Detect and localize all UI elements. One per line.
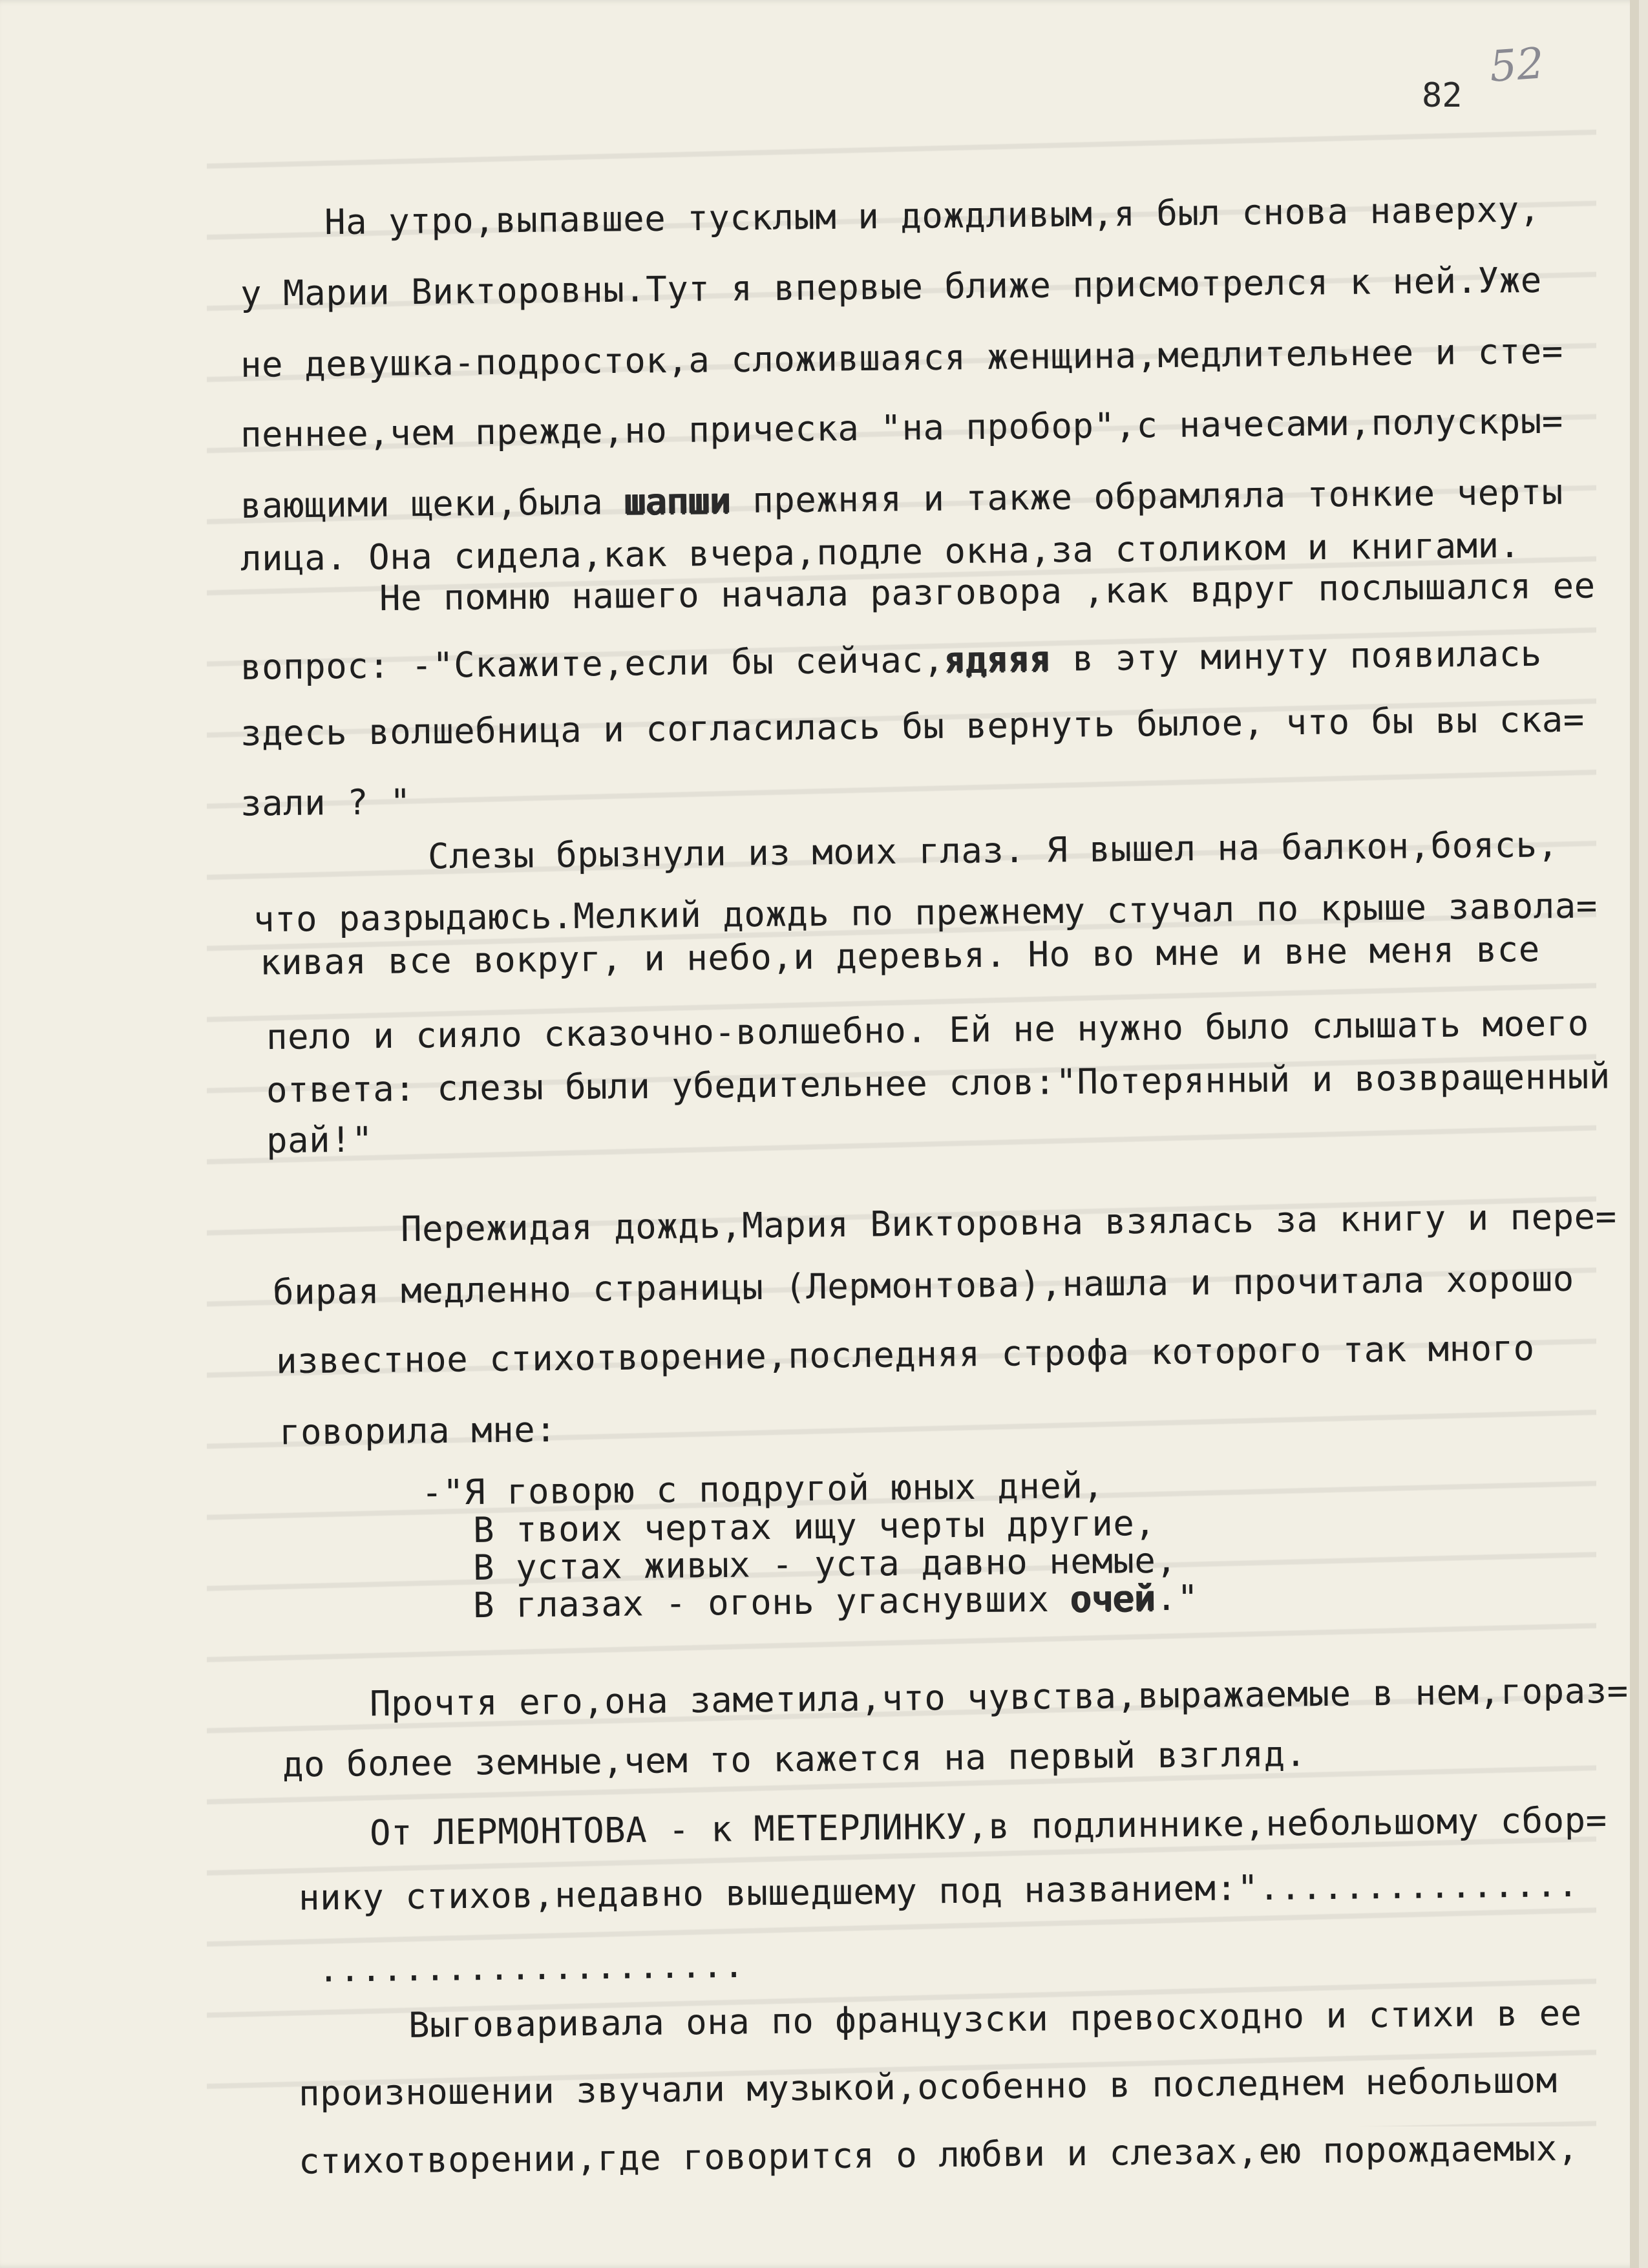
text-line: бирая медленно страницы (Лермонтова),нашла и прочитала хорошо — [272, 1258, 1574, 1313]
text-line: произношении звучали музыкой,особенно в последнем небольшом — [298, 2060, 1558, 2114]
text-line: известное стихотворение,последняя строфа которого так много — [275, 1328, 1535, 1382]
text-line: От ЛЕРМОНТОВА - к МЕТЕРЛИНКУ,в подлиннике,небольшому сбор= — [369, 1799, 1607, 1854]
text-line: Слезы брызнули из моих глаз. Я вышел на балкон,боясь, — [427, 824, 1559, 877]
text-line: пело и сияло сказочно-волшебно. Ей не нужно было слышать моего — [266, 1002, 1589, 1058]
text-line: ответа: слезы были убедительнее слов:"Потерянный и возвращенный — [266, 1055, 1611, 1111]
text-line: рай!" — [266, 1119, 374, 1161]
text-line: до более земные,чем то кажется на первый взгляд. — [282, 1733, 1307, 1785]
text-line: у Марии Викторовны.Тут я впервые ближе присмотрелся к ней.Уже — [240, 259, 1542, 314]
poem-line: В глазах - огонь угаснувших очей." — [472, 1577, 1199, 1626]
sheet-edge — [1630, 0, 1639, 2268]
text-line: пеннее,чем прежде,но прическа "на пробор",с начесами,полускры= — [240, 400, 1563, 456]
poem-line: В твоих чертах ищу черты другие, — [472, 1502, 1156, 1551]
text-line: Пережидая дождь,Мария Викторовна взялась за книгу и пере= — [400, 1196, 1617, 1250]
text-line: лица. Она сидела,как вчера,подле окна,за столиком и книгами. — [240, 524, 1521, 579]
text-line: Выговаривала она по французски превосходно и стихи в ее — [408, 1992, 1582, 2046]
struck-word: ядяяя — [944, 638, 1051, 681]
text-line: вающими щеки,была шапши прежняя и также обрамляла тонкие черты — [240, 471, 1564, 527]
text-line: говорила мне: — [279, 1409, 557, 1453]
text-line: Не помню нашего начала разговора ,как вдруг послышался ее — [379, 565, 1596, 619]
text-line: стихотворении,где говорится о любви и слезах,ею порождаемых, — [298, 2127, 1579, 2182]
text-line: вопрос: -"Скажите,если бы сейчас,ядяяя в эту минуту появилась — [240, 633, 1542, 688]
text-line: кивая все вокруг, и небо,и деревья. Но во мне и вне меня все — [259, 928, 1540, 983]
text-line: На утро,выпавшее тусклым и дождливым,я был снова наверху, — [324, 189, 1541, 243]
poem-line: -"Я говорю с подругой юных дней, — [421, 1465, 1104, 1513]
text-line: Прочтя его,она заметила,что чувства,выражаемые в нем,гораз= — [369, 1670, 1629, 1724]
archive-pencil-number: 52 — [1488, 38, 1546, 92]
text-line: нику стихов,недавно вышедшему под названием:"............... — [298, 1863, 1579, 1918]
poem-line: В устах живых - уста давно немые, — [472, 1540, 1178, 1589]
text-line: .................... — [317, 1944, 745, 1990]
struck-word: очей — [1070, 1578, 1156, 1620]
text-line: что разрыдаюсь.Мелкий дождь по прежнему стучал по крыше завола= — [253, 885, 1598, 940]
page-number: 82 — [1422, 76, 1463, 115]
text-line: здесь волшебница и согласилась бы вернуть былое, что бы вы ска= — [240, 699, 1585, 754]
struck-word: шапши — [624, 480, 732, 522]
text-line: не девушка-подросток,а сложившаяся женщина,медлительнее и сте= — [240, 330, 1563, 386]
text-line: зали ? " — [240, 781, 412, 824]
